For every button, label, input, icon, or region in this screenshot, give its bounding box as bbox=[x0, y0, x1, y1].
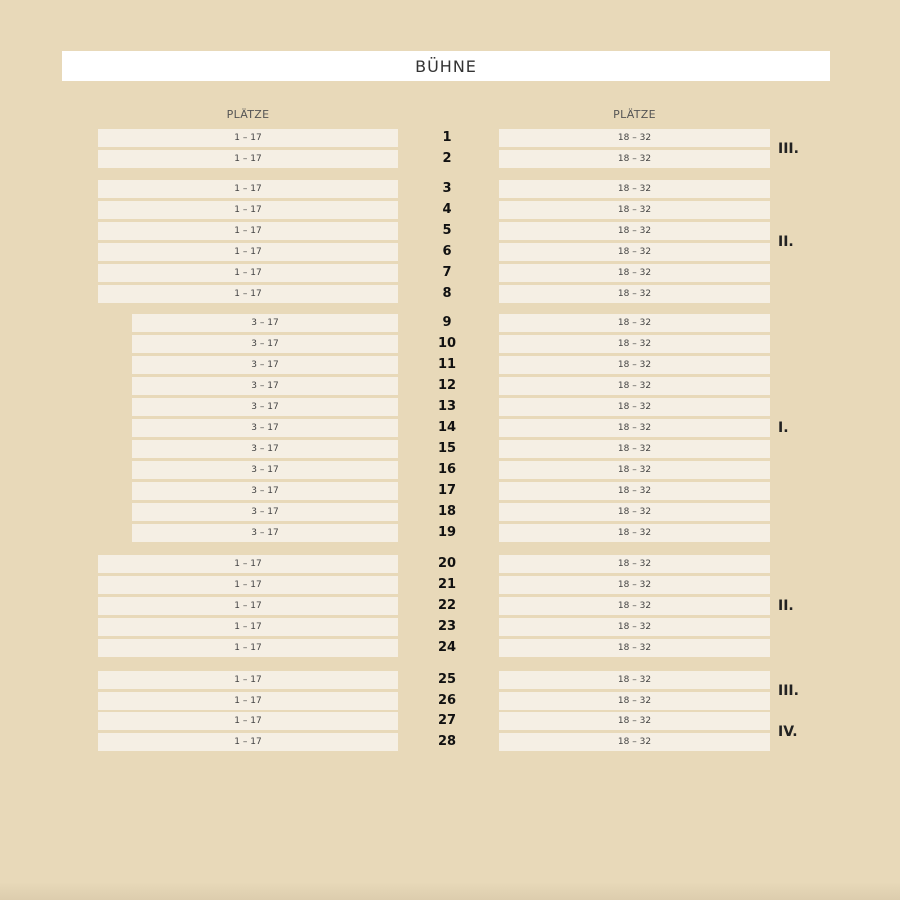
row-number: 19 bbox=[437, 525, 457, 540]
seat-block-left[interactable]: 3 – 17 bbox=[132, 314, 398, 332]
row-number: 17 bbox=[437, 483, 457, 498]
row-number: 2 bbox=[442, 151, 452, 166]
seat-block-right[interactable]: 18 – 32 bbox=[499, 440, 770, 458]
seat-block-right[interactable]: 18 – 32 bbox=[499, 285, 770, 303]
seat-block-right[interactable]: 18 – 32 bbox=[499, 555, 770, 573]
seat-block-left[interactable]: 3 – 17 bbox=[132, 461, 398, 479]
row-number: 12 bbox=[437, 378, 457, 393]
row-number: 16 bbox=[437, 462, 457, 477]
seat-block-right[interactable]: 18 – 32 bbox=[499, 150, 770, 168]
stage-label: BÜHNE bbox=[415, 56, 477, 76]
seat-block-left[interactable]: 1 – 17 bbox=[98, 639, 398, 657]
row-number: 25 bbox=[437, 672, 457, 687]
row-number: 20 bbox=[437, 556, 457, 571]
bottom-shadow bbox=[0, 882, 900, 900]
seat-block-right[interactable]: 18 – 32 bbox=[499, 377, 770, 395]
row-number: 23 bbox=[437, 619, 457, 634]
seat-block-left[interactable]: 1 – 17 bbox=[98, 150, 398, 168]
seat-block-right[interactable]: 18 – 32 bbox=[499, 461, 770, 479]
row-number: 22 bbox=[437, 598, 457, 613]
seat-block-left[interactable]: 1 – 17 bbox=[98, 618, 398, 636]
section-label: II. bbox=[778, 233, 794, 250]
row-number: 13 bbox=[437, 399, 457, 414]
seat-block-right[interactable]: 18 – 32 bbox=[499, 692, 770, 710]
row-number: 14 bbox=[437, 420, 457, 435]
seat-block-left[interactable]: 3 – 17 bbox=[132, 440, 398, 458]
seat-block-left[interactable]: 1 – 17 bbox=[98, 129, 398, 147]
row-number: 15 bbox=[437, 441, 457, 456]
row-number: 4 bbox=[442, 202, 452, 217]
seat-block-right[interactable]: 18 – 32 bbox=[499, 243, 770, 261]
row-number: 1 bbox=[442, 130, 452, 145]
seat-block-left[interactable]: 1 – 17 bbox=[98, 555, 398, 573]
seat-block-left[interactable]: 1 – 17 bbox=[98, 671, 398, 689]
stage-banner bbox=[62, 51, 830, 81]
seat-block-right[interactable]: 18 – 32 bbox=[499, 264, 770, 282]
seat-block-right[interactable]: 18 – 32 bbox=[499, 503, 770, 521]
seat-block-left[interactable]: 1 – 17 bbox=[98, 597, 398, 615]
seat-block-right[interactable]: 18 – 32 bbox=[499, 524, 770, 542]
seat-block-left[interactable]: 3 – 17 bbox=[132, 503, 398, 521]
seat-block-right[interactable]: 18 – 32 bbox=[499, 335, 770, 353]
seat-block-right[interactable]: 18 – 32 bbox=[499, 222, 770, 240]
row-number: 18 bbox=[437, 504, 457, 519]
seat-block-left[interactable]: 1 – 17 bbox=[98, 576, 398, 594]
row-number: 7 bbox=[442, 265, 452, 280]
section-label: III. bbox=[778, 682, 799, 699]
row-number: 11 bbox=[437, 357, 457, 372]
seat-block-right[interactable]: 18 – 32 bbox=[499, 576, 770, 594]
section-label: II. bbox=[778, 598, 794, 614]
seat-block-left[interactable]: 3 – 17 bbox=[132, 524, 398, 542]
seat-block-right[interactable]: 18 – 32 bbox=[499, 129, 770, 147]
seat-block-left[interactable]: 1 – 17 bbox=[98, 692, 398, 710]
seat-block-right[interactable]: 18 – 32 bbox=[499, 733, 770, 751]
row-number: 24 bbox=[437, 640, 457, 655]
row-number: 26 bbox=[437, 693, 457, 708]
row-number: 21 bbox=[437, 577, 457, 592]
row-number: 8 bbox=[442, 286, 452, 301]
row-number: 3 bbox=[442, 181, 452, 196]
seat-block-left[interactable]: 3 – 17 bbox=[132, 419, 398, 437]
seat-block-left[interactable]: 3 – 17 bbox=[132, 482, 398, 500]
row-number: 5 bbox=[442, 223, 452, 238]
seat-block-right[interactable]: 18 – 32 bbox=[499, 671, 770, 689]
seat-block-right[interactable]: 18 – 32 bbox=[499, 180, 770, 198]
seat-block-left[interactable]: 3 – 17 bbox=[132, 335, 398, 353]
seat-block-left[interactable]: 3 – 17 bbox=[132, 356, 398, 374]
section-label: I. bbox=[778, 420, 789, 436]
seat-block-left[interactable]: 1 – 17 bbox=[98, 285, 398, 303]
seat-block-right[interactable]: 18 – 32 bbox=[499, 201, 770, 219]
row-number: 27 bbox=[437, 713, 457, 728]
section-label: III. bbox=[778, 140, 799, 157]
seat-block-left[interactable]: 1 – 17 bbox=[98, 222, 398, 240]
seat-block-left[interactable]: 3 – 17 bbox=[132, 398, 398, 416]
row-number: 28 bbox=[437, 734, 457, 749]
row-number: 6 bbox=[442, 244, 452, 259]
seat-block-right[interactable]: 18 – 32 bbox=[499, 398, 770, 416]
right-column-header: PLÄTZE bbox=[613, 108, 656, 121]
seat-block-right[interactable]: 18 – 32 bbox=[499, 314, 770, 332]
seat-block-left[interactable]: 1 – 17 bbox=[98, 712, 398, 730]
seat-block-left[interactable]: 1 – 17 bbox=[98, 201, 398, 219]
seat-block-left[interactable]: 3 – 17 bbox=[132, 377, 398, 395]
seat-block-left[interactable]: 1 – 17 bbox=[98, 264, 398, 282]
seat-block-right[interactable]: 18 – 32 bbox=[499, 419, 770, 437]
seat-block-right[interactable]: 18 – 32 bbox=[499, 618, 770, 636]
seat-block-right[interactable]: 18 – 32 bbox=[499, 597, 770, 615]
seat-block-left[interactable]: 1 – 17 bbox=[98, 733, 398, 751]
row-number: 9 bbox=[442, 315, 452, 330]
seat-block-right[interactable]: 18 – 32 bbox=[499, 356, 770, 374]
left-column-header: PLÄTZE bbox=[226, 108, 270, 121]
seat-block-right[interactable]: 18 – 32 bbox=[499, 482, 770, 500]
seat-block-left[interactable]: 1 – 17 bbox=[98, 243, 398, 261]
seat-block-left[interactable]: 1 – 17 bbox=[98, 180, 398, 198]
seat-block-right[interactable]: 18 – 32 bbox=[499, 639, 770, 657]
section-label: IV. bbox=[778, 723, 798, 740]
seat-block-right[interactable]: 18 – 32 bbox=[499, 712, 770, 730]
row-number: 10 bbox=[437, 336, 457, 351]
